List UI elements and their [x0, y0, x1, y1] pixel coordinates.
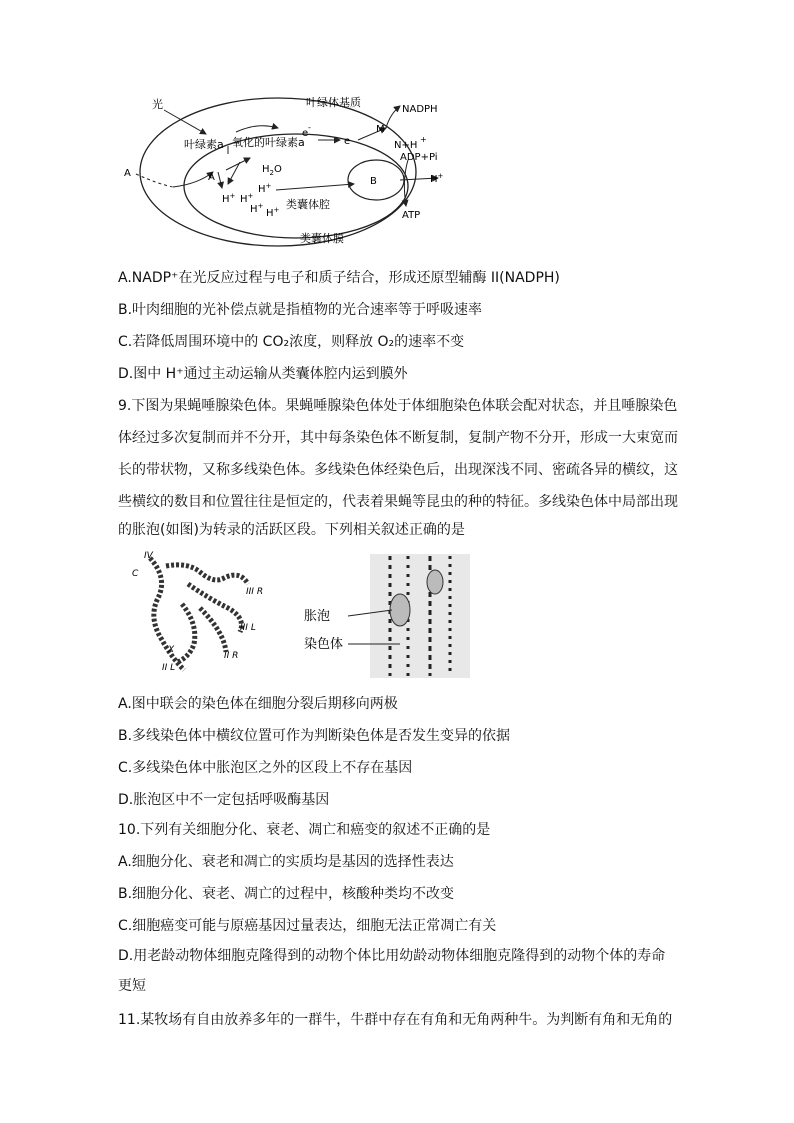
label-oxidized-chlorophyll: 氧化的叶绿素a: [232, 136, 305, 149]
puff-micrograph-figure: [300, 552, 475, 680]
label-thylakoid-membrane: 类囊体膜: [300, 232, 344, 245]
q9-stem-line-5: 的胀泡(如图)为转录的活跃区段。下列相关叙述正确的是: [118, 522, 465, 538]
label-chlorophyll-a: 叶绿素a: [184, 138, 224, 151]
label-h2o: $H_2O$: [262, 164, 282, 177]
label-stroma: 叶绿体基质: [306, 96, 361, 109]
label-puff: 胀泡: [304, 609, 331, 624]
label-atp: ATP: [402, 210, 421, 221]
polytene-chromosome-figure: [128, 548, 278, 676]
label-adp: ADP+Pi: [400, 152, 438, 163]
chromosome-label-iii-l: III L: [240, 623, 256, 633]
light-reaction-diagram: [118, 92, 548, 252]
label-h1: H+: [222, 192, 236, 205]
q10-option-d-cont: 更短: [118, 978, 146, 994]
q8-option-d: D.图中 H⁺通过主动运输从类囊体腔内运到膜外: [118, 366, 408, 382]
chromosome-label-ii-r: II R: [224, 651, 239, 661]
label-m: M: [376, 124, 385, 135]
chromosome-label-iii-r: III R: [246, 587, 264, 597]
label-e-mid: e: [344, 136, 351, 147]
label-a-outer: A: [124, 168, 131, 179]
q10-option-c: C.细胞癌变可能与原癌基因过量表达，细胞无法正常凋亡有关: [118, 918, 497, 934]
q9-option-a: A.图中联会的染色体在细胞分裂后期移向两极: [118, 696, 398, 712]
label-nadph: NADPH: [402, 104, 438, 115]
label-e-top: e: [302, 128, 309, 139]
chromosome-label-ii-l: II L: [162, 663, 176, 673]
q10-option-d: D.用老龄动物体细胞克隆得到的动物个体比用幼龄动物体细胞克隆得到的动物个体的寿命: [118, 948, 666, 964]
q11-stem: 11.某牧场有自由放养多年的一群牛，牛群中存在有角和无角两种牛。为判断有角和无角的: [118, 1012, 673, 1028]
label-h2: H+: [240, 192, 254, 205]
label-chromosome: 染色体: [304, 637, 344, 652]
label-h-right: H+: [430, 172, 444, 185]
q10-stem: 10.下列有关细胞分化、衰老、凋亡和癌变的叙述不正确的是: [118, 822, 491, 838]
label-h3: H+: [258, 182, 272, 195]
label-a-inner: A: [208, 172, 215, 183]
q9-option-b: B.多线染色体中横纹位置可作为判断染色体是否发生变异的依据: [118, 728, 511, 744]
q10-option-a: A.细胞分化、衰老和凋亡的实质均是基因的选择性表达: [118, 854, 454, 870]
q9-stem-line-2: 体经过多次复制而并不分开，其中每条染色体不断复制，复制产物不分开，形成一大束宽而: [118, 430, 678, 446]
q8-option-b: B.叶肉细胞的光补偿点就是指植物的光合速率等于呼吸速率: [118, 302, 483, 318]
chromosome-label-iv: IV: [144, 551, 153, 561]
label-nh-sup: +: [420, 135, 427, 144]
q9-stem-line-4: 些横纹的数目和位置往往是恒定的，代表着果蝇等昆虫的种的特征。多线染色体中局部出现: [118, 494, 678, 510]
label-h4: H+: [250, 202, 264, 215]
q9-option-c: C.多线染色体中胀泡区之外的区段上不存在基因: [118, 760, 413, 776]
chromosome-label-x: X: [168, 645, 175, 655]
q9-stem-line-3: 长的带状物，又称多线染色体。多线染色体经染色后，出现深浅不同、密疏各异的横纹，这: [118, 462, 678, 478]
q10-option-b: B.细胞分化、衰老、凋亡的过程中，核酸种类均不改变: [118, 886, 455, 902]
label-e-top-sup: -: [308, 123, 311, 132]
q8-option-a: A.NADP⁺在光反应过程与电子和质子结合，形成还原型辅酶 II(NADPH): [118, 270, 560, 286]
q9-option-d: D.胀泡区中不一定包括呼吸酶基因: [118, 792, 330, 808]
label-light: 光: [152, 98, 163, 111]
q8-option-c: C.若降低周围环境中的 CO₂浓度，则释放 O₂的速率不变: [118, 334, 465, 350]
label-nh: N+H: [394, 140, 418, 151]
label-h5: H+: [266, 206, 280, 219]
label-b: B: [370, 176, 377, 187]
chromosome-label-c: C: [132, 569, 139, 579]
label-thylakoid-lumen: 类囊体腔: [286, 198, 330, 211]
q9-stem-line-1: 9.下图为果蝇唾腺染色体。果蝇唾腺染色体处于体细胞染色体联会配对状态，并且唾腺染色: [118, 398, 678, 414]
